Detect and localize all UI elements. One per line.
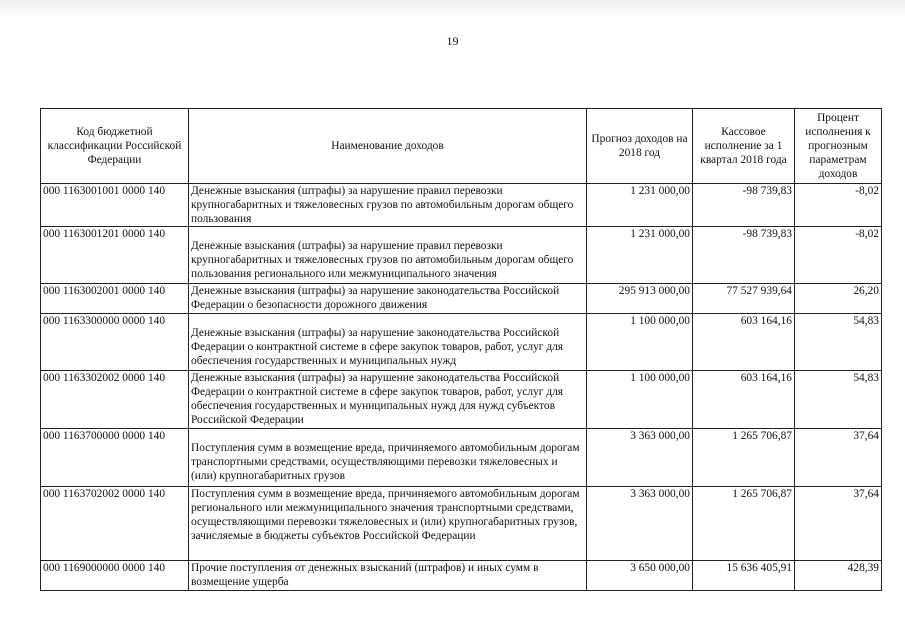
header-revenue-name: Наименование доходов	[189, 109, 587, 184]
forecast-cell: 3 650 000,00	[587, 561, 693, 591]
scan-top-edge	[0, 0, 905, 18]
header-execution-percent: Процент исполнения к прогнозным параметрам доходов	[795, 109, 882, 184]
percent-cell: -8,02	[795, 184, 882, 227]
executed-cell: 603 164,16	[693, 371, 795, 429]
table-row	[41, 429, 882, 487]
percent-cell: -8,02	[795, 227, 882, 284]
budget-code-cell: 000 1163001001 0000 140	[41, 184, 189, 227]
revenue-name-cell: Денежные взыскания (штрафы) за нарушение законодательства Российской Федерации о контрактной системе в сфере закупок товаров, работ, услуг для обеспечения государственных и муниципальных нужд для нужд субъектов Российской Федерации	[189, 371, 587, 429]
table-row	[41, 227, 882, 284]
revenue-name-cell: Денежные взыскания (штрафы) за нарушение правил перевозки крупногабаритных и тяжеловесных грузов по автомобильным дорогам общего пользования	[189, 184, 587, 227]
percent-cell: 428,39	[795, 561, 882, 591]
forecast-cell: 1 231 000,00	[587, 184, 693, 227]
executed-cell: 603 164,16	[693, 314, 795, 371]
percent-cell: 37,64	[795, 429, 882, 487]
executed-cell: 1 265 706,87	[693, 429, 795, 487]
percent-cell: 26,20	[795, 284, 882, 314]
percent-cell: 54,83	[795, 314, 882, 371]
revenue-name-cell: Денежные взыскания (штрафы) за нарушение законодательства Российской Федерации о безопасности дорожного движения	[189, 284, 587, 314]
revenue-name-cell: Денежные взыскания (штрафы) за нарушение законодательства Российской Федерации о контрактной системе в сфере закупок товаров, работ, услуг для обеспечения государственных и муниципальных нужд	[189, 314, 587, 371]
percent-cell: 37,64	[795, 487, 882, 561]
revenue-name-cell: Прочие поступления от денежных взысканий (штрафов) и иных сумм в возмещение ущерба	[189, 561, 587, 591]
budget-code-cell: 000 1163001201 0000 140	[41, 227, 189, 284]
header-forecast-2018: Прогноз доходов на 2018 год	[587, 109, 693, 184]
forecast-cell: 3 363 000,00	[587, 487, 693, 561]
budget-code-cell: 000 1169000000 0000 140	[41, 561, 189, 591]
table-header-row	[41, 109, 882, 184]
forecast-cell: 3 363 000,00	[587, 429, 693, 487]
forecast-cell: 1 100 000,00	[587, 371, 693, 429]
executed-cell: 15 636 405,91	[693, 561, 795, 591]
revenue-name-cell: Денежные взыскания (штрафы) за нарушение правил перевозки крупногабаритных и тяжеловесных грузов по автомобильным дорогам общего пользования регионального или межмуниципального значения	[189, 227, 587, 284]
table-row	[41, 487, 882, 561]
executed-cell: -98 739,83	[693, 227, 795, 284]
header-budget-code: Код бюджетной классификации Российской Федерации	[41, 109, 189, 184]
budget-code-cell: 000 1163300000 0000 140	[41, 314, 189, 371]
revenue-table	[40, 108, 882, 591]
executed-cell: 77 527 939,64	[693, 284, 795, 314]
page-number: 19	[446, 34, 459, 48]
budget-code-cell: 000 1163002001 0000 140	[41, 284, 189, 314]
revenue-name-cell: Поступления сумм в возмещение вреда, причиняемого автомобильным дорогам транспортными средствами, осуществляющими перевозки тяжеловесных и (или) крупногабаритных грузов	[189, 429, 587, 487]
forecast-cell: 1 231 000,00	[587, 227, 693, 284]
forecast-cell: 1 100 000,00	[587, 314, 693, 371]
table-row	[41, 561, 882, 591]
table-row	[41, 284, 882, 314]
executed-cell: 1 265 706,87	[693, 487, 795, 561]
table-row	[41, 371, 882, 429]
budget-code-cell: 000 1163700000 0000 140	[41, 429, 189, 487]
budget-code-cell: 000 1163302002 0000 140	[41, 371, 189, 429]
table-row	[41, 184, 882, 227]
budget-code-cell: 000 1163702002 0000 140	[41, 487, 189, 561]
executed-cell: -98 739,83	[693, 184, 795, 227]
revenue-name-cell: Поступления сумм в возмещение вреда, причиняемого автомобильным дорогам регионального или межмуниципального значения транспортными средствами, осуществляющими перевозки тяжеловесных и (или) крупногабаритных грузов, зачисляемые в бюджеты субъектов Российской Федерации	[189, 487, 587, 561]
forecast-cell: 295 913 000,00	[587, 284, 693, 314]
percent-cell: 54,83	[795, 371, 882, 429]
table-row	[41, 314, 882, 371]
header-cash-execution-q1: Кассовое исполнение за 1 квартал 2018 года	[693, 109, 795, 184]
